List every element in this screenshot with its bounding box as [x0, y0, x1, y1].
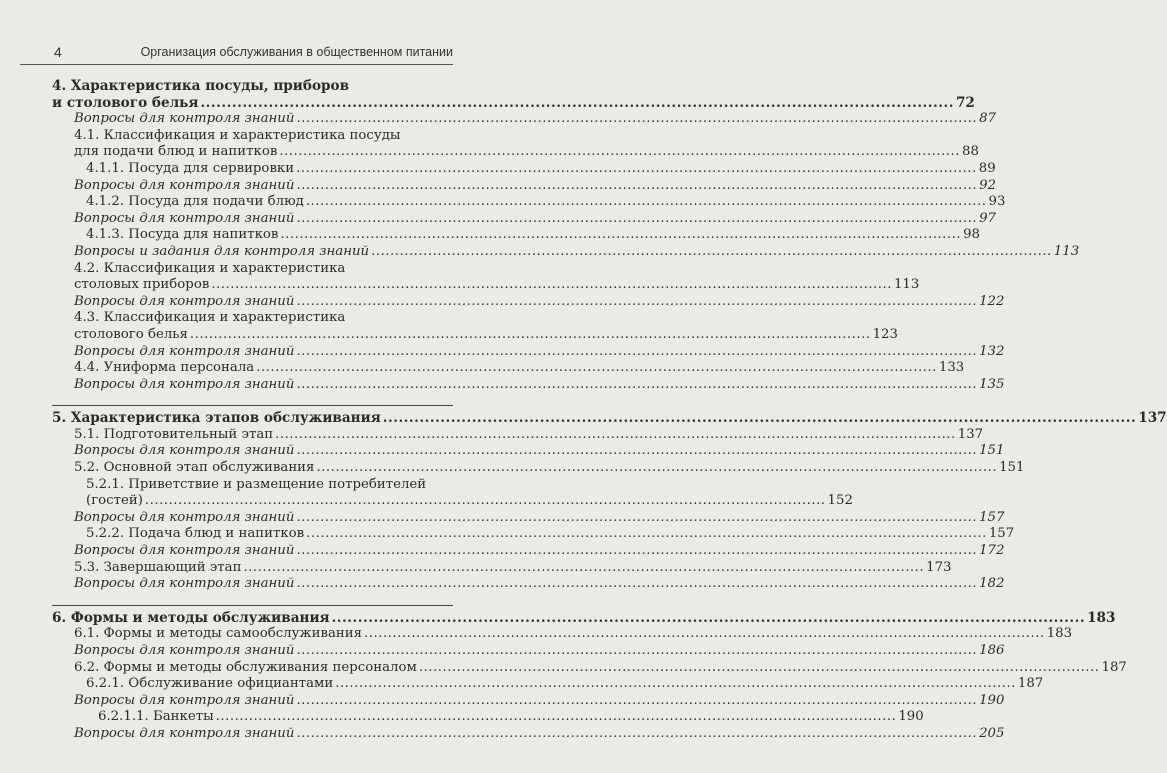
toc-entry-title: 5.2.2. Подача блюд и напитков — [86, 526, 305, 542]
toc-entry — [52, 343, 1005, 361]
toc-page-number: 135 — [979, 376, 1005, 392]
toc-entry — [52, 94, 975, 112]
toc-entry — [52, 277, 920, 294]
toc-entry-title: 5. Характеристика этапов обслуживания — [52, 410, 381, 427]
toc-page-number: 182 — [979, 576, 1005, 592]
dot-leader — [419, 660, 1100, 677]
toc-page-number: 122 — [979, 293, 1005, 309]
toc-entry-title: 6.1. Формы и методы самообслуживания — [74, 626, 363, 642]
toc-entry-title: 4.1.2. Посуда для подачи блюд — [86, 194, 304, 210]
toc-page-number: 151 — [979, 443, 1005, 459]
toc-entry — [52, 493, 853, 510]
toc-entry-title: столового белья — [74, 326, 188, 342]
dot-leader — [296, 377, 977, 394]
dot-leader — [296, 178, 977, 195]
dot-leader — [296, 161, 977, 178]
dot-leader — [190, 327, 871, 344]
toc-page-number: 113 — [1053, 243, 1080, 259]
toc-page-number: 172 — [979, 543, 1005, 559]
toc-entry — [52, 609, 1116, 627]
toc-entry-title: 6.2.1.1. Банкеты — [98, 709, 214, 725]
section-gap — [52, 393, 453, 405]
toc-page-number: 157 — [979, 509, 1005, 525]
toc-entry-title: 6.2.1. Обслуживание официантами — [86, 676, 334, 692]
running-header — [20, 42, 453, 65]
toc-page-number: 137 — [957, 426, 984, 442]
toc-entry — [52, 559, 952, 577]
toc-page-number: 173 — [926, 559, 952, 575]
toc-entry-title: Вопросы для контроля знаний — [74, 443, 295, 459]
toc-entry-title: Вопросы для контроля знаний — [74, 210, 295, 226]
toc-page-number: 93 — [988, 194, 1006, 210]
toc-page-number: 113 — [893, 277, 920, 293]
toc-entry-title: Вопросы для контроля знаний — [74, 725, 295, 741]
toc-entry-title: столовых приборов — [74, 277, 210, 293]
toc-entry-title: Вопросы для контроля знаний — [74, 576, 295, 592]
toc-entry — [52, 293, 1005, 311]
dot-leader — [296, 643, 977, 660]
toc-page-number: 190 — [979, 692, 1005, 708]
section-divider — [52, 605, 453, 606]
dot-leader — [335, 676, 1016, 693]
dot-leader — [211, 277, 892, 294]
toc-entry — [52, 160, 996, 178]
toc-page-number: 133 — [938, 360, 965, 376]
toc-entry-title: 4.4. Униформа персонала — [74, 360, 255, 376]
toc-entry — [52, 227, 980, 244]
toc-entry-text: 4.3. Классификация и характеристика — [74, 310, 346, 326]
toc-entry-title: Вопросы и задания для контроля знаний — [74, 243, 370, 259]
dot-leader — [296, 726, 977, 743]
toc-entry — [52, 410, 1167, 427]
dot-leader — [296, 443, 977, 460]
toc-entry — [52, 177, 997, 195]
toc-page-number: 87 — [979, 111, 997, 127]
toc-entry-title: (гостей) — [86, 493, 143, 509]
table-of-contents — [52, 78, 1167, 743]
toc-page-number: 98 — [963, 227, 980, 243]
dot-leader — [145, 493, 826, 510]
toc-entry-title: Вопросы для контроля знаний — [74, 111, 295, 127]
toc-entry — [52, 676, 1044, 693]
dot-leader — [296, 576, 977, 593]
dot-leader — [296, 211, 977, 228]
toc-page-number: 186 — [979, 643, 1005, 658]
toc-entry — [52, 243, 1080, 261]
toc-page-number: 187 — [1101, 659, 1127, 675]
toc-entry — [52, 144, 979, 161]
toc-page-number: 151 — [999, 460, 1025, 476]
toc-page-number: 88 — [961, 144, 979, 160]
toc-entry-title: Вопросы для контроля знаний — [74, 293, 295, 309]
toc-page-number: 205 — [979, 725, 1005, 741]
section-gap — [52, 593, 453, 605]
toc-entry-text: 5.2.1. Приветствие и размещение потребителей — [86, 476, 427, 492]
toc-entry — [52, 659, 1127, 677]
dot-leader — [243, 560, 924, 577]
toc-entry-title: Вопросы для контроля знаний — [74, 643, 295, 658]
toc-page-number: 183 — [1087, 609, 1116, 626]
dot-leader — [296, 543, 977, 560]
toc-entry — [52, 111, 997, 128]
toc-entry — [52, 360, 965, 377]
toc-entry — [52, 643, 1005, 660]
toc-entry-title: 6. Формы и методы обслуживания — [52, 609, 330, 626]
toc-entry-title: Вопросы для контроля знаний — [74, 376, 295, 392]
toc-entry-title: 5.2. Основной этап обслуживания — [74, 460, 315, 476]
toc-entry — [52, 626, 1073, 643]
toc-entry-title: 4.1.3. Посуда для напитков — [86, 227, 279, 243]
toc-entry-title: Вопросы для контроля знаний — [74, 509, 295, 525]
toc-page-number: 72 — [955, 94, 975, 111]
page-number: 4 — [54, 44, 62, 60]
toc-entry — [52, 426, 984, 444]
dot-leader — [332, 610, 1086, 627]
toc-entry-title: 5.1. Подготовительный этап — [74, 426, 274, 442]
toc-entry-text: 4.1. Классификация и характеристика посуды — [74, 127, 401, 143]
dot-leader — [296, 510, 977, 527]
toc-entry-title: Вопросы для контроля знаний — [74, 177, 295, 193]
dot-leader — [316, 460, 997, 477]
toc-entry — [52, 526, 1015, 543]
dot-leader — [296, 693, 977, 710]
toc-entry-title: 6.2. Формы и методы обслуживания персоналом — [74, 659, 417, 675]
toc-entry-title: 5.3. Завершающий этап — [74, 559, 242, 575]
dot-leader — [256, 360, 937, 377]
toc-page-number: 123 — [872, 326, 898, 342]
dot-leader — [279, 144, 960, 161]
toc-page-number: 137 — [1138, 410, 1167, 427]
dot-leader — [275, 427, 956, 444]
toc-page-number: 190 — [898, 709, 924, 725]
toc-entry-text: 4. Характеристика посуды, приборов — [52, 78, 350, 94]
section-divider — [52, 405, 453, 406]
toc-page-number: 183 — [1046, 626, 1073, 642]
toc-page-number: 97 — [979, 210, 997, 226]
dot-leader — [306, 526, 987, 543]
toc-entry — [52, 443, 1005, 460]
toc-entry-title: Вопросы для контроля знаний — [74, 343, 295, 359]
dot-leader — [306, 194, 987, 211]
dot-leader — [280, 227, 961, 244]
toc-entry — [52, 576, 1005, 593]
toc-entry-title: для подачи блюд и напитков — [74, 144, 278, 160]
toc-entry — [52, 460, 1025, 477]
toc-entry — [52, 509, 1005, 527]
toc-entry-title: 4.1.1. Посуда для сервировки — [86, 160, 295, 176]
toc-entry — [52, 709, 924, 726]
dot-leader — [216, 709, 897, 726]
toc-entry — [52, 376, 1005, 394]
toc-page-number: 157 — [988, 526, 1015, 542]
toc-page-number: 89 — [978, 160, 996, 176]
toc-page-number: 187 — [1017, 676, 1044, 692]
toc-entry-title: и столового белья — [52, 94, 199, 111]
dot-leader — [371, 244, 1052, 261]
dot-leader — [200, 95, 954, 112]
toc-entry — [52, 210, 997, 228]
toc-page-number: 152 — [827, 493, 853, 509]
toc-page-number: 132 — [979, 343, 1005, 359]
toc-entry — [52, 692, 1005, 710]
running-title: Организация обслуживания в общественном питании — [140, 45, 453, 59]
toc-page-number: 92 — [979, 177, 997, 193]
dot-leader — [364, 626, 1045, 643]
toc-entry-title: Вопросы для контроля знаний — [74, 543, 295, 559]
toc-entry — [52, 543, 1005, 560]
dot-leader — [383, 410, 1137, 427]
dot-leader — [296, 294, 977, 311]
toc-entry-text: 4.2. Классификация и характеристика — [74, 260, 346, 276]
dot-leader — [296, 111, 977, 128]
dot-leader — [296, 344, 977, 361]
toc-entry — [52, 326, 898, 344]
toc-entry — [52, 725, 1005, 743]
toc-entry-title: Вопросы для контроля знаний — [74, 692, 295, 708]
toc-entry — [52, 194, 1006, 211]
